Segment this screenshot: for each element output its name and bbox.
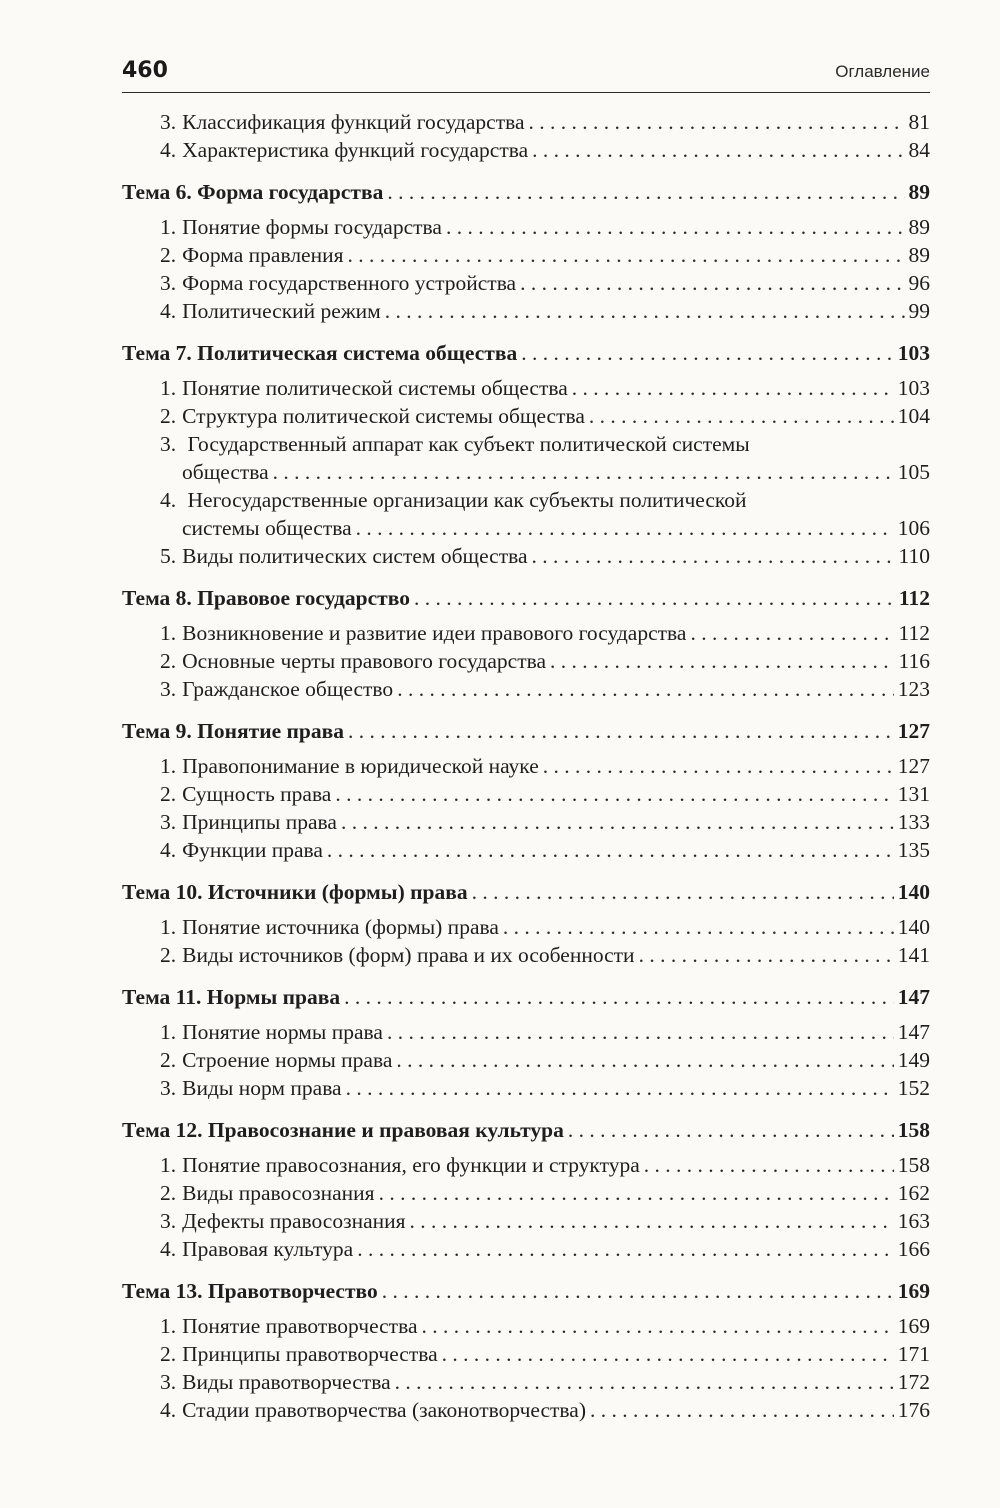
leader-dots bbox=[344, 983, 894, 1011]
entry-number: 2. bbox=[160, 1048, 177, 1072]
toc-entry-wrapped-continuation[interactable] bbox=[122, 514, 930, 542]
leader-dots bbox=[520, 269, 904, 297]
leader-dots bbox=[422, 1312, 894, 1340]
entry-number: 1. bbox=[160, 915, 177, 939]
toc-topic-9 bbox=[122, 717, 930, 864]
entry-number: 4. bbox=[160, 299, 177, 323]
entry-page: 162 bbox=[897, 1181, 930, 1205]
toc-entry[interactable] bbox=[122, 836, 930, 864]
entry-title: Характеристика функций государства bbox=[182, 138, 529, 162]
toc-topic-13 bbox=[122, 1277, 930, 1424]
topic-title: Тема 7. Политическая система общества bbox=[122, 341, 518, 365]
entry-number: 1. bbox=[160, 754, 177, 778]
leader-dots bbox=[639, 941, 894, 969]
entry-title: Форма правления bbox=[182, 243, 344, 267]
toc-entry[interactable] bbox=[122, 752, 930, 780]
toc-entry[interactable] bbox=[122, 675, 930, 703]
entry-title: Сущность права bbox=[182, 782, 332, 806]
entry-page: 116 bbox=[898, 649, 930, 673]
toc-entry[interactable] bbox=[122, 136, 930, 164]
entry-page: 163 bbox=[897, 1209, 930, 1233]
toc-entry[interactable] bbox=[122, 1018, 930, 1046]
entry-title-continuation: общества bbox=[182, 460, 269, 484]
toc-entry[interactable] bbox=[122, 1312, 930, 1340]
entry-page: 99 bbox=[908, 299, 930, 323]
entry-number: 3. bbox=[160, 110, 177, 134]
leader-dots bbox=[568, 1116, 894, 1144]
toc-topic-10 bbox=[122, 878, 930, 969]
running-head bbox=[122, 54, 930, 93]
toc-entry[interactable] bbox=[122, 374, 930, 402]
topic-title: Тема 10. Источники (формы) права bbox=[122, 880, 468, 904]
toc-entry[interactable] bbox=[122, 542, 930, 570]
entry-number: 1. bbox=[160, 1020, 177, 1044]
leader-dots bbox=[382, 1277, 894, 1305]
leader-dots bbox=[690, 619, 894, 647]
entry-number: 3. bbox=[160, 1209, 177, 1233]
topic-title: Тема 12. Правосознание и правовая культура bbox=[122, 1118, 564, 1142]
leader-dots bbox=[472, 878, 894, 906]
toc-entry[interactable] bbox=[122, 1074, 930, 1102]
topic-title: Тема 8. Правовое государство bbox=[122, 586, 410, 610]
entry-number: 4. bbox=[160, 488, 177, 512]
leader-dots bbox=[550, 647, 895, 675]
toc-entry[interactable] bbox=[122, 913, 930, 941]
entry-title: Виды источников (форм) права и их особенности bbox=[182, 943, 635, 967]
entry-page: 89 bbox=[908, 215, 930, 239]
toc-entry[interactable] bbox=[122, 780, 930, 808]
toc-topic-6 bbox=[122, 178, 930, 325]
toc-topic-8 bbox=[122, 584, 930, 703]
page-number: 460 bbox=[122, 58, 168, 83]
toc-entry[interactable] bbox=[122, 1151, 930, 1179]
toc-topic-11 bbox=[122, 983, 930, 1102]
entry-page: 106 bbox=[897, 516, 930, 540]
toc-entry[interactable] bbox=[122, 1368, 930, 1396]
entry-number: 2. bbox=[160, 1181, 177, 1205]
topic-page: 112 bbox=[898, 586, 930, 610]
entry-page: 171 bbox=[897, 1342, 930, 1366]
toc-entry-wrapped-first-line[interactable] bbox=[122, 430, 930, 458]
leader-dots bbox=[644, 1151, 894, 1179]
entry-page: 172 bbox=[897, 1370, 930, 1394]
topic-title: Тема 13. Правотворчество bbox=[122, 1279, 378, 1303]
toc-entry[interactable] bbox=[122, 402, 930, 430]
entry-number: 3. bbox=[160, 1370, 177, 1394]
toc-entry[interactable] bbox=[122, 1340, 930, 1368]
leader-dots bbox=[396, 1046, 893, 1074]
entry-title: Понятие нормы права bbox=[182, 1020, 383, 1044]
leader-dots bbox=[395, 1368, 894, 1396]
entry-page: 105 bbox=[897, 460, 930, 484]
entry-page: 127 bbox=[897, 754, 930, 778]
entry-page: 158 bbox=[897, 1153, 930, 1177]
entry-page: 140 bbox=[897, 915, 930, 939]
leader-dots bbox=[446, 213, 905, 241]
leader-dots bbox=[273, 458, 894, 486]
entry-page: 84 bbox=[908, 138, 930, 162]
toc-entry[interactable] bbox=[122, 269, 930, 297]
entry-number: 3. bbox=[160, 432, 177, 456]
leader-dots bbox=[521, 339, 894, 367]
leader-dots bbox=[379, 1179, 894, 1207]
entry-title: Понятие источника (формы) права bbox=[182, 915, 499, 939]
topic-title: Тема 6. Форма государства bbox=[122, 180, 384, 204]
entry-title: Государственный аппарат как субъект политической системы bbox=[187, 432, 750, 456]
entry-page: 169 bbox=[897, 1314, 930, 1338]
leader-dots bbox=[387, 178, 904, 206]
leader-dots bbox=[397, 675, 894, 703]
entry-title: Понятие правосознания, его функции и структура bbox=[182, 1153, 640, 1177]
topic-page: 140 bbox=[897, 880, 930, 904]
entry-title: Понятие формы государства bbox=[182, 215, 442, 239]
leader-dots bbox=[503, 913, 894, 941]
leader-dots bbox=[335, 780, 893, 808]
entry-title: Понятие правотворчества bbox=[182, 1314, 418, 1338]
entry-title: Виды норм права bbox=[182, 1076, 342, 1100]
toc-entry[interactable] bbox=[122, 647, 930, 675]
toc-entry[interactable] bbox=[122, 1046, 930, 1074]
entry-number: 3. bbox=[160, 810, 177, 834]
entry-number: 3. bbox=[160, 1076, 177, 1100]
running-head-title: Оглавление bbox=[835, 62, 930, 81]
entry-page: 112 bbox=[898, 621, 930, 645]
leader-dots bbox=[410, 1207, 894, 1235]
leader-dots bbox=[572, 374, 894, 402]
entry-title: Понятие политической системы общества bbox=[182, 376, 568, 400]
leader-dots bbox=[529, 108, 905, 136]
topic-heading[interactable] bbox=[122, 584, 930, 612]
entry-page: 89 bbox=[908, 243, 930, 267]
toc-entry[interactable] bbox=[122, 808, 930, 836]
toc-entry[interactable] bbox=[122, 1396, 930, 1424]
toc-entry[interactable] bbox=[122, 213, 930, 241]
leader-dots bbox=[357, 1235, 894, 1263]
entry-number: 1. bbox=[160, 215, 177, 239]
topic-page: 127 bbox=[897, 719, 930, 743]
topic-heading[interactable] bbox=[122, 178, 930, 206]
entry-title: Функции права bbox=[182, 838, 323, 862]
toc-entry[interactable] bbox=[122, 297, 930, 325]
leader-dots bbox=[532, 136, 904, 164]
entry-title: Классификация функций государства bbox=[182, 110, 525, 134]
entry-title: Основные черты правового государства bbox=[182, 649, 547, 673]
toc-carryover-group bbox=[122, 108, 930, 164]
entry-title: Правовая культура bbox=[182, 1237, 354, 1261]
entry-page: 81 bbox=[908, 110, 930, 134]
entry-title: Форма государственного устройства bbox=[182, 271, 517, 295]
entry-title: Гражданское общество bbox=[182, 677, 394, 701]
entry-number: 2. bbox=[160, 649, 177, 673]
entry-title: Правопонимание в юридической науке bbox=[182, 754, 539, 778]
toc-entry[interactable] bbox=[122, 1235, 930, 1263]
leader-dots bbox=[589, 402, 894, 430]
entry-title: Принципы правотворчества bbox=[182, 1342, 438, 1366]
entry-number: 4. bbox=[160, 838, 177, 862]
leader-dots bbox=[387, 1018, 894, 1046]
entry-number: 2. bbox=[160, 404, 177, 428]
leader-dots bbox=[442, 1340, 894, 1368]
entry-page: 166 bbox=[897, 1237, 930, 1261]
topic-heading[interactable] bbox=[122, 983, 930, 1011]
entry-number: 4. bbox=[160, 138, 177, 162]
entry-page: 135 bbox=[897, 838, 930, 862]
entry-page: 110 bbox=[898, 544, 930, 568]
entry-title: Принципы права bbox=[182, 810, 337, 834]
topic-page: 147 bbox=[897, 985, 930, 1009]
entry-number: 2. bbox=[160, 943, 177, 967]
leader-dots bbox=[414, 584, 895, 612]
entry-title: Виды правотворчества bbox=[182, 1370, 391, 1394]
entry-title: Структура политической системы общества bbox=[182, 404, 585, 428]
entry-page: 176 bbox=[897, 1398, 930, 1422]
topic-heading[interactable] bbox=[122, 717, 930, 745]
toc-entry-wrapped-first-line[interactable] bbox=[122, 486, 930, 514]
topic-heading[interactable] bbox=[122, 1116, 930, 1144]
entry-title: Возникновение и развитие идеи правового государства bbox=[182, 621, 687, 645]
toc-topic-7 bbox=[122, 339, 930, 570]
entry-title: Строение нормы права bbox=[182, 1048, 393, 1072]
toc-entry-wrapped-continuation[interactable] bbox=[122, 458, 930, 486]
entry-number: 5. bbox=[160, 544, 177, 568]
entry-title: Виды правосознания bbox=[182, 1181, 375, 1205]
leader-dots bbox=[356, 514, 894, 542]
leader-dots bbox=[543, 752, 894, 780]
entry-title: Стадии правотворчества (законотворчества) bbox=[182, 1398, 586, 1422]
topic-page: 158 bbox=[897, 1118, 930, 1142]
entry-page: 103 bbox=[897, 376, 930, 400]
entry-page: 104 bbox=[897, 404, 930, 428]
toc-entry[interactable] bbox=[122, 1207, 930, 1235]
entry-number: 1. bbox=[160, 1314, 177, 1338]
leader-dots bbox=[346, 1074, 894, 1102]
leader-dots bbox=[341, 808, 894, 836]
entry-page: 152 bbox=[897, 1076, 930, 1100]
entry-page: 123 bbox=[897, 677, 930, 701]
entry-page: 131 bbox=[897, 782, 930, 806]
entry-number: 2. bbox=[160, 243, 177, 267]
entry-page: 133 bbox=[897, 810, 930, 834]
toc-entry[interactable] bbox=[122, 241, 930, 269]
leader-dots bbox=[532, 542, 895, 570]
entry-number: 1. bbox=[160, 621, 177, 645]
toc-topic-12 bbox=[122, 1116, 930, 1263]
topic-page: 89 bbox=[908, 180, 930, 204]
entry-title-continuation: системы общества bbox=[182, 516, 352, 540]
leader-dots bbox=[348, 241, 905, 269]
topic-heading[interactable] bbox=[122, 1277, 930, 1305]
toc-entry[interactable] bbox=[122, 108, 930, 136]
toc-entry[interactable] bbox=[122, 941, 930, 969]
leader-dots bbox=[385, 297, 905, 325]
entry-page: 149 bbox=[897, 1048, 930, 1072]
table-of-contents bbox=[122, 108, 930, 1424]
topic-title: Тема 11. Нормы права bbox=[122, 985, 341, 1009]
entry-number: 3. bbox=[160, 677, 177, 701]
entry-number: 2. bbox=[160, 1342, 177, 1366]
entry-page: 141 bbox=[897, 943, 930, 967]
entry-number: 1. bbox=[160, 1153, 177, 1177]
leader-dots bbox=[590, 1396, 894, 1424]
entry-number: 1. bbox=[160, 376, 177, 400]
leader-dots bbox=[348, 717, 894, 745]
topic-page: 169 bbox=[897, 1279, 930, 1303]
entry-title: Политический режим bbox=[182, 299, 381, 323]
entry-number: 4. bbox=[160, 1237, 177, 1261]
topic-heading[interactable] bbox=[122, 339, 930, 367]
toc-entry[interactable] bbox=[122, 1179, 930, 1207]
topic-title: Тема 9. Понятие права bbox=[122, 719, 345, 743]
entry-number: 2. bbox=[160, 782, 177, 806]
entry-page: 96 bbox=[908, 271, 930, 295]
entry-number: 4. bbox=[160, 1398, 177, 1422]
leader-dots bbox=[327, 836, 894, 864]
entry-title: Дефекты правосознания bbox=[182, 1209, 406, 1233]
topic-page: 103 bbox=[897, 341, 930, 365]
entry-title: Виды политических систем общества bbox=[182, 544, 528, 568]
entry-number: 3. bbox=[160, 271, 177, 295]
entry-title: Негосударственные организации как субъекты политической bbox=[187, 488, 747, 512]
toc-entry[interactable] bbox=[122, 619, 930, 647]
topic-heading[interactable] bbox=[122, 878, 930, 906]
entry-page: 147 bbox=[897, 1020, 930, 1044]
